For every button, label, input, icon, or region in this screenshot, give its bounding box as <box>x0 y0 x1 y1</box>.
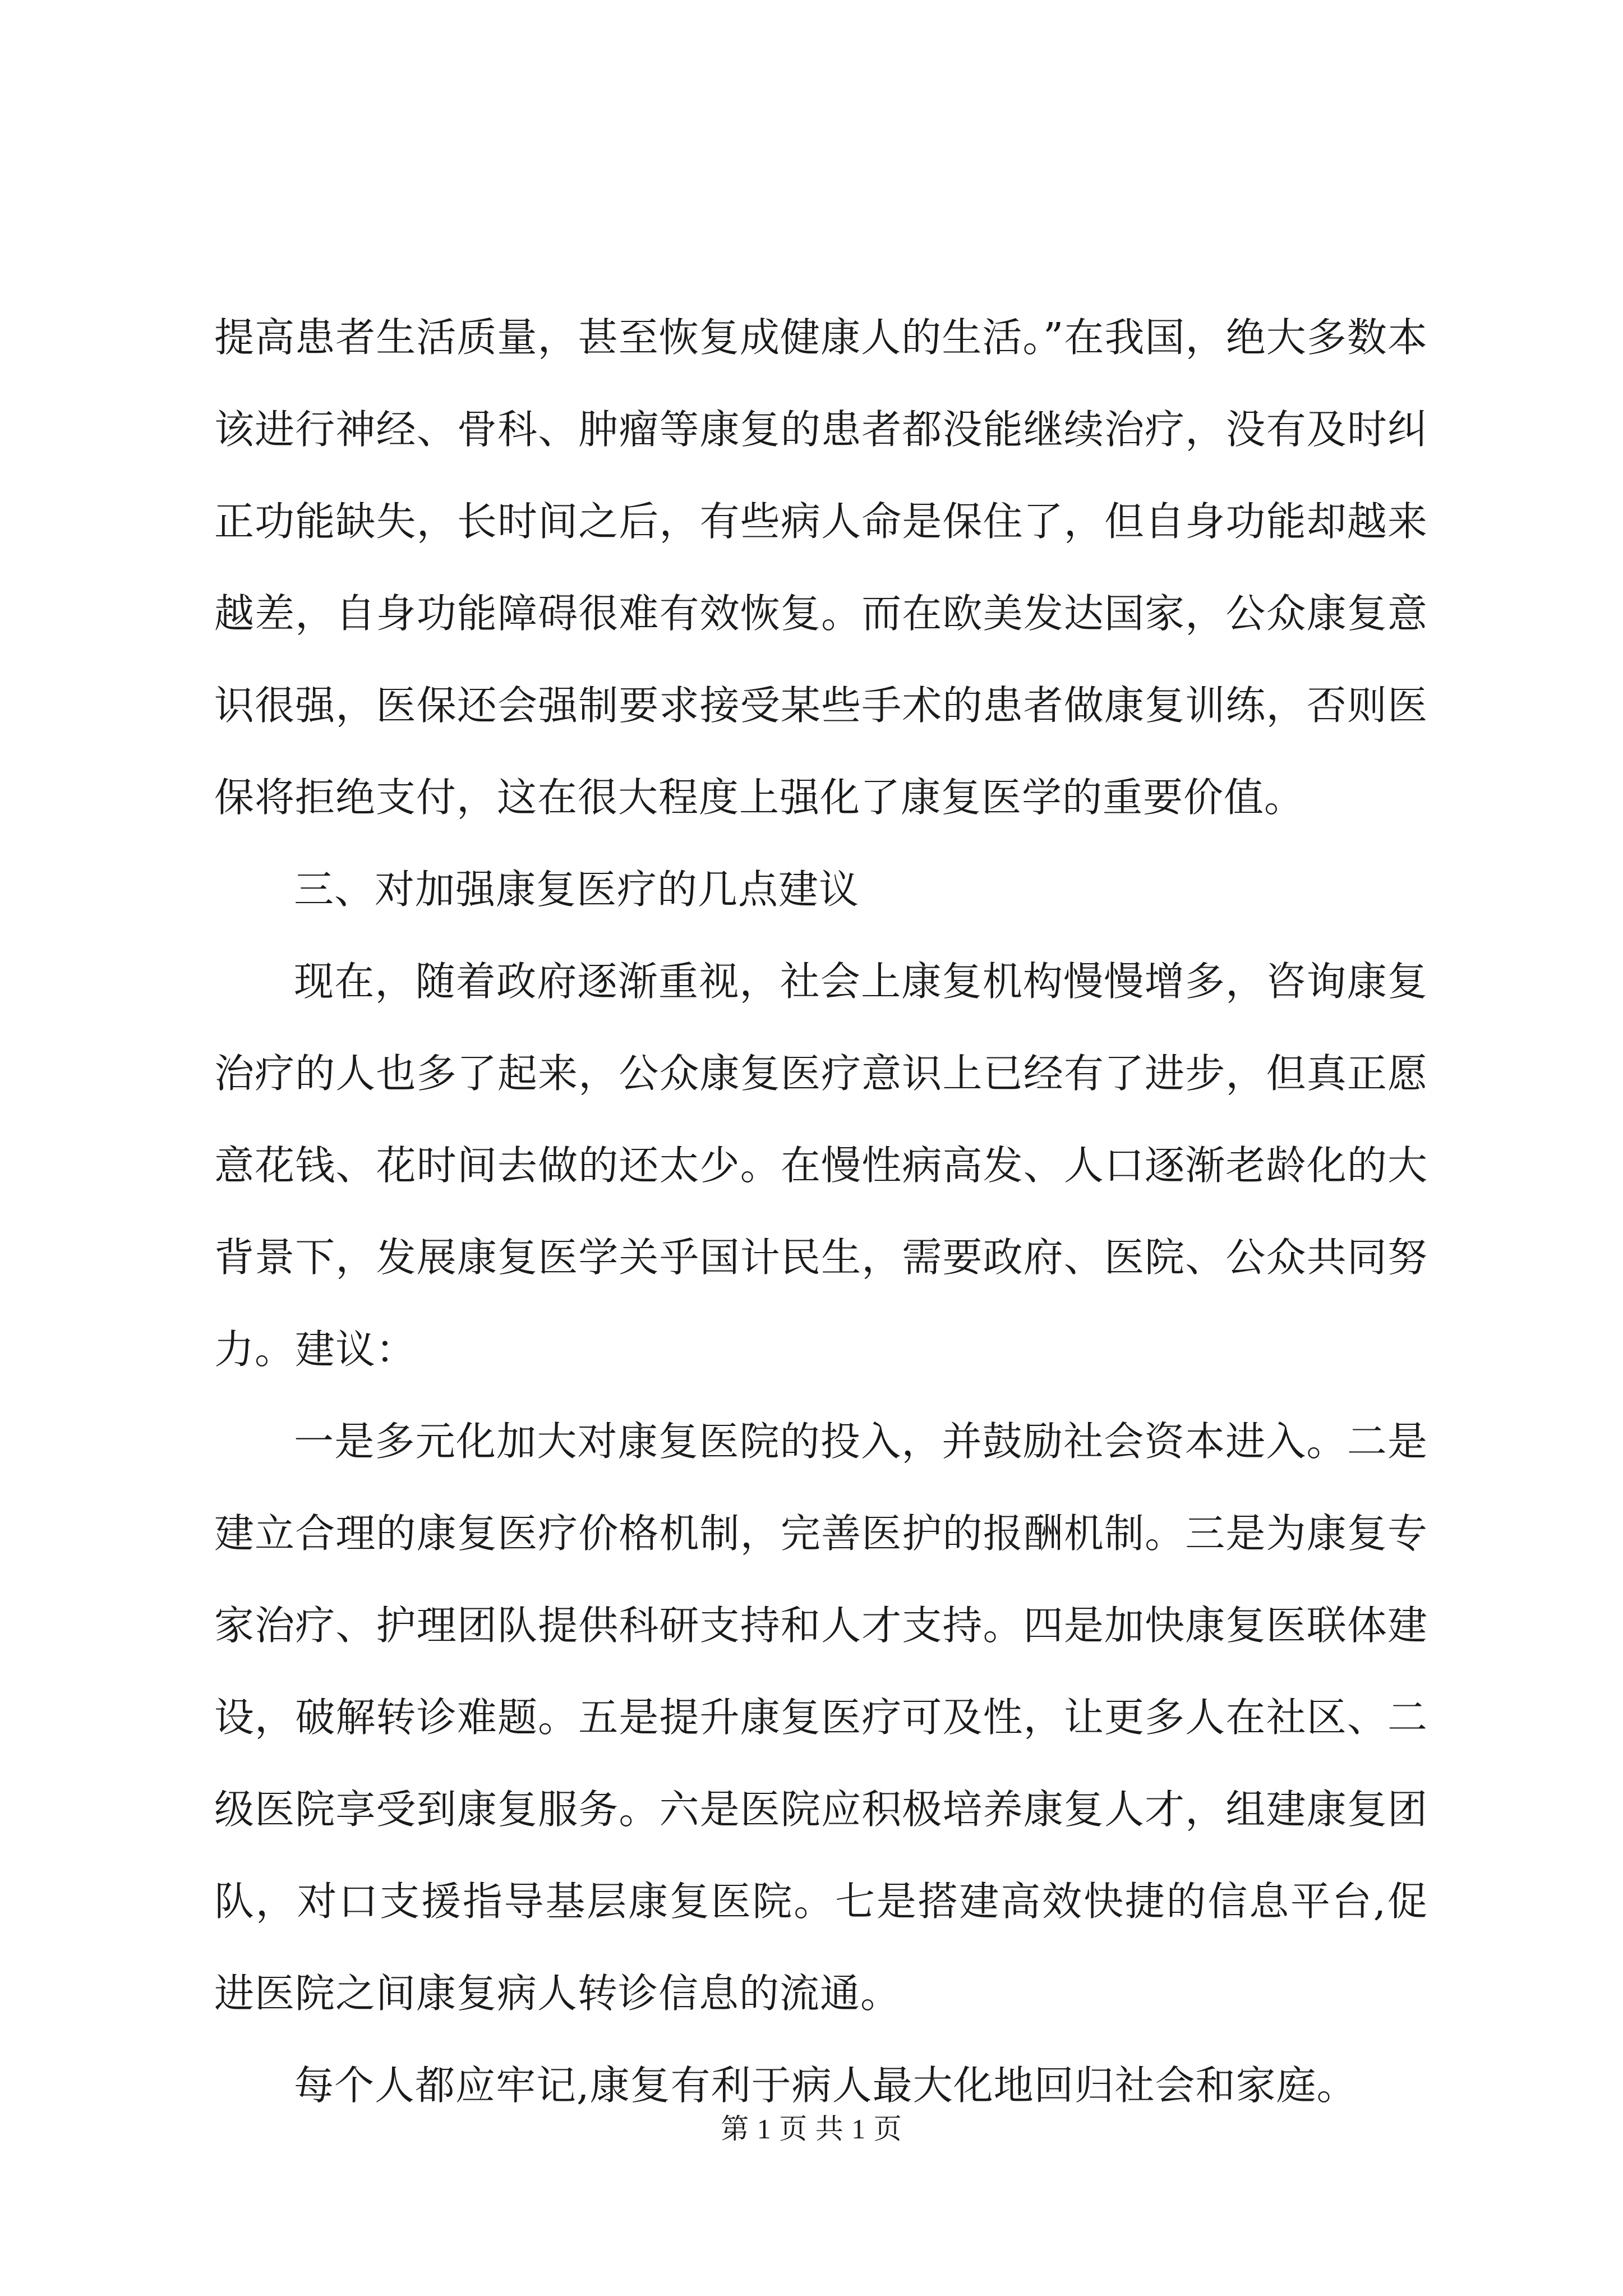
section-heading: 三、对加强康复医疗的几点建议 <box>294 866 860 913</box>
paragraph-2: 现在，随着政府逐渐重视，社会上康复机构慢慢增多，咨询康复治疗的人也多了起来，公众康复医疗意识上已经有了进步，但真正愿意花钱、花时间去做的还太少。在慢性病高发、人口逐渐老龄化的大背景下，发展康复医学关乎国计民生，需要政府、医院、公众共同努力。建议： <box>214 958 1428 1373</box>
paragraph-3: 一是多元化加大对康复医院的投入，并鼓励社会资本进入。二是建立合理的康复医疗价格机制，完善医护的报酬机制。三是为康复专家治疗、护理团队提供科研支持和人才支持。四是加快康复医联体建设，破解转诊难题。五是提升康复医疗可及性，让更多人在社区、二级医院享受到康复服务。六是医院应积极培养康复人才，组建康复团队，对口支援指导基层康复医院。七是搭建高效快捷的信息平台,促进医院之间康复病人转诊信息的流通。 <box>214 1418 1428 2017</box>
document-body <box>214 292 1428 2132</box>
paragraph-1: 提高患者生活质量，甚至恢复成健康人的生活。”在我国，绝大多数本该进行神经、骨科、肿瘤等康复的患者都没能继续治疗，没有及时纠正功能缺失，长时间之后，有些病人命是保住了，但自身功能却越来越差，自身功能障碍很难有效恢复。而在欧美发达国家，公众康复意识很强，医保还会强制要求接受某些手术的患者做康复训练，否则医保将拒绝支付，这在很大程度上强化了康复医学的重要价值。 <box>214 314 1428 821</box>
paragraph-4: 每个人都应牢记,康复有利于病人最大化地回归社会和家庭。 <box>294 2062 1357 2109</box>
page-footer: 第 1 页 共 1 页 <box>721 2113 902 2145</box>
